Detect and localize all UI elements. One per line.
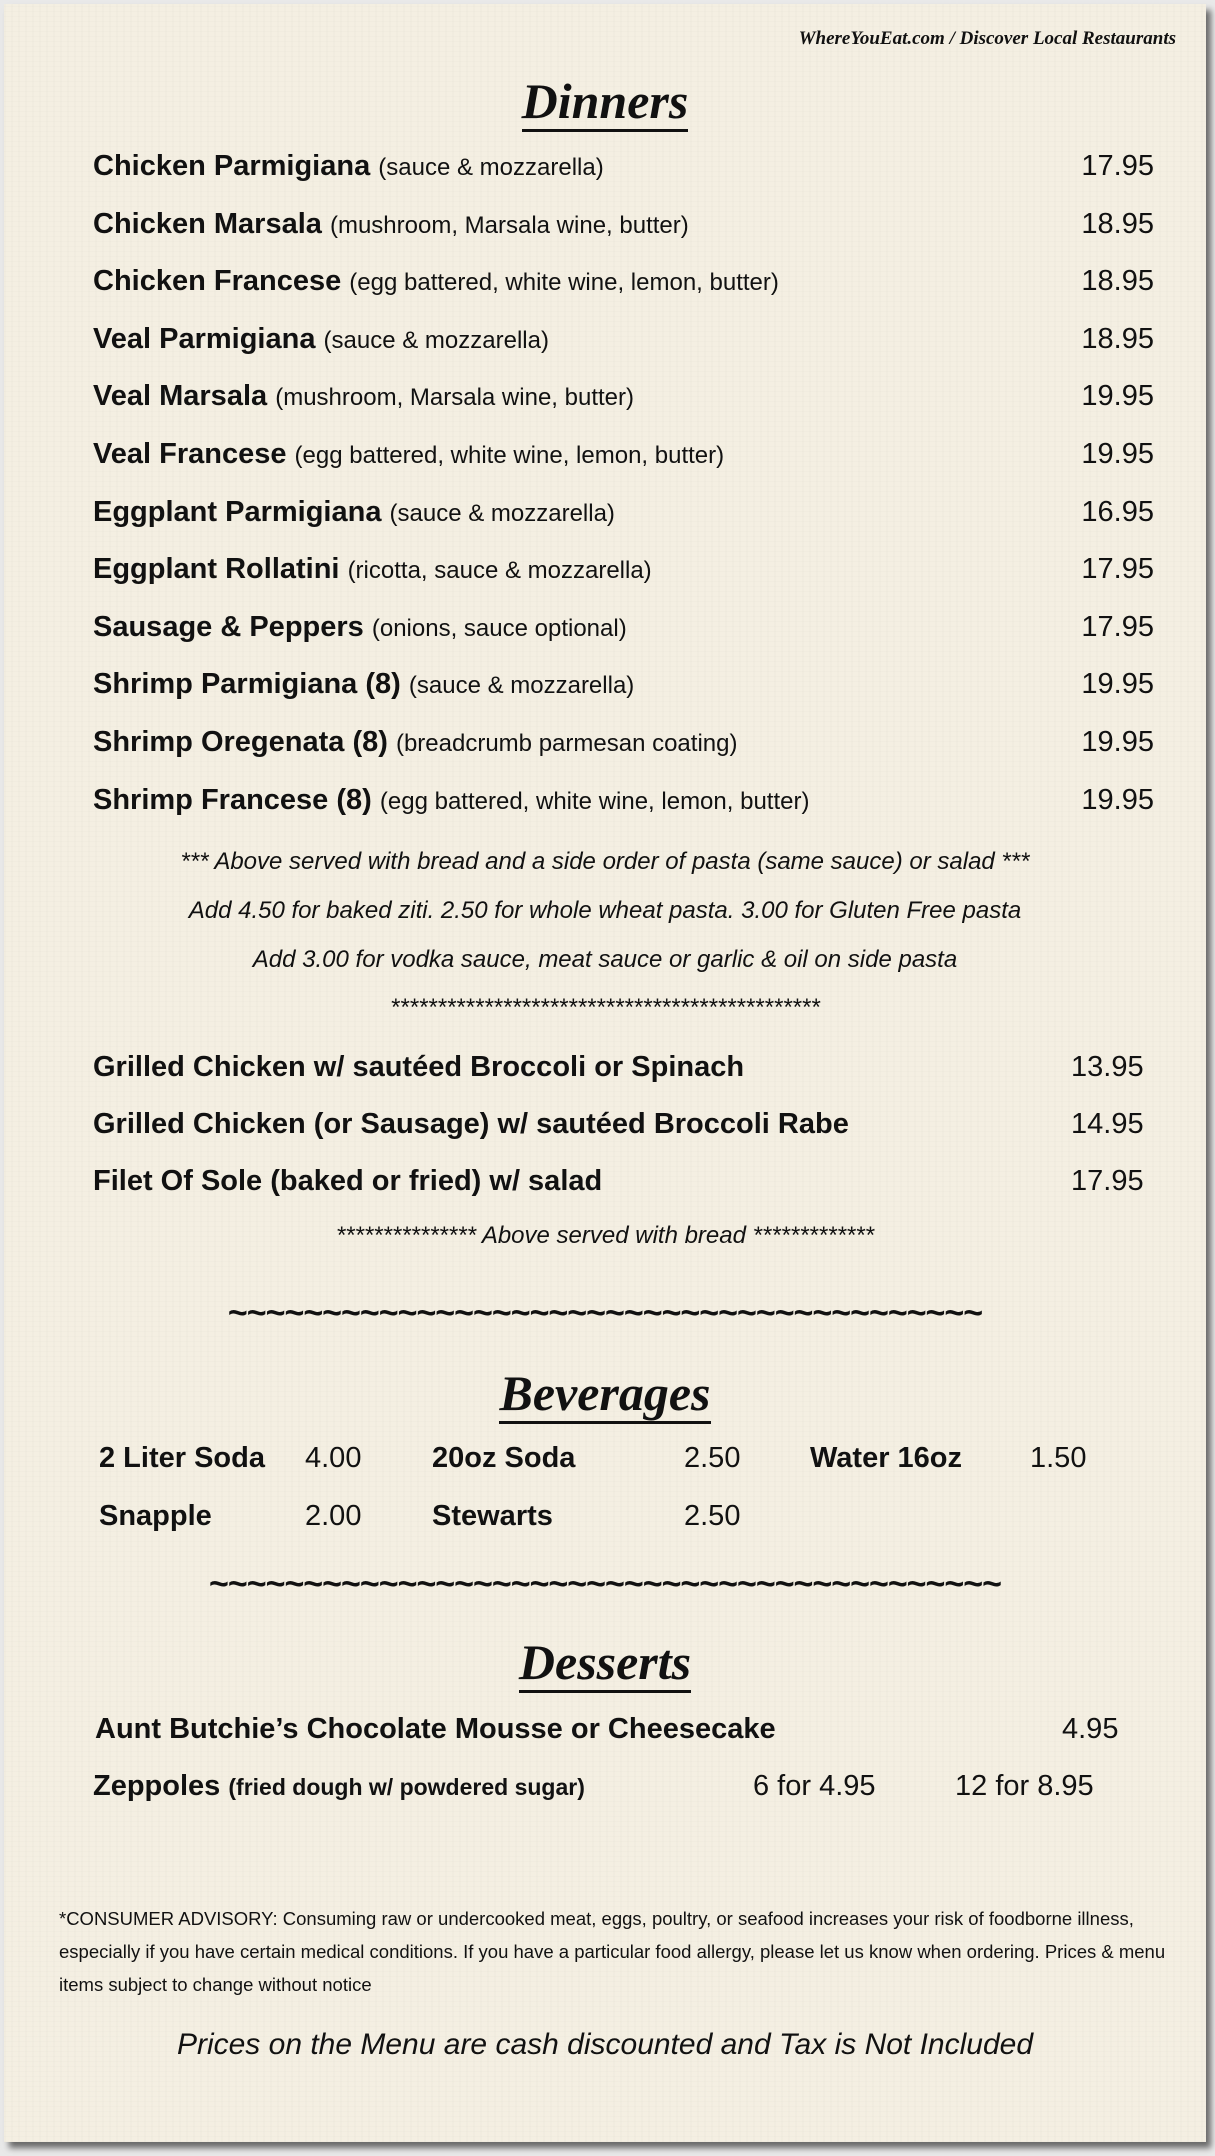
dinners-note-stars: **********************************************	[390, 994, 820, 1021]
bev-name: Snapple	[99, 1500, 212, 1532]
grilled-item-name: Filet Of Sole (baked or fried) w/ salad	[93, 1165, 603, 1197]
dinner-item-desc: (ricotta, sauce & mozzarella)	[347, 557, 652, 585]
dinner-item	[93, 611, 627, 644]
dinner-item	[93, 438, 724, 471]
dinner-item-desc: (breadcrumb parmesan coating)	[395, 730, 738, 757]
dinner-item-price: 18.95	[1081, 207, 1154, 240]
dinner-item-desc: (onions, sauce optional)	[371, 614, 627, 642]
dinner-item	[93, 323, 549, 356]
bev-name: Water 16oz	[810, 1442, 963, 1474]
dinner-item	[93, 553, 652, 586]
bev-name: 20oz Soda	[432, 1442, 576, 1474]
dessert-desc: (fried dough w/ powdered sugar)	[228, 1774, 585, 1800]
divider: ~~~~~~~~~~~~~~~~~~~~~~~~~~~~~~~~~~~~~~~~~~	[209, 1565, 1001, 1603]
dinner-item-name: Chicken Parmigiana	[93, 150, 371, 182]
dinner-item-price: 17.95	[1081, 150, 1154, 182]
dinner-item-name: Veal Parmigiana	[93, 322, 316, 355]
desserts-title	[4, 1633, 1206, 1691]
footer-note: Prices on the Menu are cash discounted and Tax is Not Included	[176, 2028, 1034, 2061]
dinner-item-price: 17.95	[1081, 610, 1154, 643]
grilled-item-price: 14.95	[1071, 1108, 1144, 1140]
dinner-item-price: 18.95	[1081, 265, 1154, 298]
site-header: WhereYouEat.com / Discover Local Restaurants	[798, 28, 1176, 49]
bev-price: 1.50	[1030, 1442, 1087, 1474]
dinner-item-price: 19.95	[1081, 438, 1154, 470]
dinners-note-3: Add 3.00 for vodka sauce, meat sauce or garlic & oil on side pasta	[252, 946, 958, 973]
dinner-item-price: 19.95	[1081, 668, 1154, 701]
dinner-item	[93, 150, 604, 183]
dinners-note-2: Add 4.50 for baked ziti. 2.50 for whole wheat pasta. 3.00 for Gluten Free pasta	[188, 897, 1022, 924]
bev-name: Stewarts	[432, 1500, 553, 1532]
dinner-item-name: Veal Marsala	[93, 380, 268, 413]
dessert-price: 4.95	[1062, 1713, 1119, 1745]
grilled-item-name: Grilled Chicken (or Sausage) w/ sautéed Broccoli Rabe	[93, 1108, 849, 1140]
dinners-title	[4, 72, 1206, 130]
grilled-item-price: 13.95	[1071, 1051, 1144, 1083]
dinner-item-desc: (sauce & mozzarella)	[389, 499, 615, 527]
dinners-note-1: *** Above served with bread and a side order of pasta (same sauce) or salad ***	[180, 848, 1030, 875]
dinner-item-name: Veal Francese	[93, 438, 287, 470]
divider: ~~~~~~~~~~~~~~~~~~~~~~~~~~~~~~~~~~~~~~~~	[227, 1294, 983, 1332]
dinner-item-desc: (mushroom, Marsala wine, butter)	[329, 211, 689, 239]
bev-name: 2 Liter Soda	[99, 1442, 265, 1474]
grilled-item-price: 17.95	[1071, 1165, 1144, 1197]
grilled-item-name: Grilled Chicken w/ sautéed Broccoli or Spinach	[93, 1051, 745, 1083]
dinner-item-desc: (egg battered, white wine, lemon, butter)	[349, 269, 779, 297]
dinner-item-name: Sausage & Peppers	[93, 610, 364, 643]
beverages-title	[4, 1364, 1206, 1422]
bev-price: 2.00	[305, 1500, 362, 1532]
menu-page	[4, 4, 1206, 2142]
dinner-item-desc: (sauce & mozzarella)	[323, 326, 549, 354]
dinner-item-desc: (egg battered, white wine, lemon, butter)	[379, 787, 810, 815]
dinners-title-text: Dinners	[522, 73, 689, 132]
dessert-price: 12 for 8.95	[955, 1770, 1094, 1802]
dinner-item	[93, 380, 634, 413]
dinner-item-name: Shrimp Parmigiana (8)	[93, 668, 401, 701]
dessert-name: Aunt Butchie’s Chocolate Mousse or Cheesecake	[95, 1713, 776, 1745]
dinner-item	[93, 265, 779, 298]
dinner-item-name: Eggplant Rollatini	[93, 553, 340, 586]
dinner-item-price: 18.95	[1081, 322, 1154, 355]
bev-price: 2.50	[684, 1500, 741, 1532]
bev-price: 4.00	[305, 1442, 362, 1474]
dinner-item-price: 19.95	[1081, 783, 1154, 816]
dinner-item-name: Shrimp Francese (8)	[93, 783, 372, 816]
dinner-item-price: 19.95	[1081, 726, 1154, 758]
dinner-item	[93, 726, 737, 759]
beverages-title-text: Beverages	[499, 1365, 710, 1424]
dinner-item-desc: (sauce & mozzarella)	[408, 672, 635, 700]
dinner-item	[93, 668, 634, 701]
dinner-item-name: Shrimp Oregenata (8)	[93, 726, 388, 758]
dinner-item	[93, 784, 809, 817]
dinner-item-price: 16.95	[1081, 495, 1154, 528]
dinner-item-name: Chicken Marsala	[93, 207, 322, 240]
dessert-name: Zeppoles	[93, 1770, 221, 1802]
dinner-item-desc: (sauce & mozzarella)	[378, 154, 604, 181]
desserts-title-text: Desserts	[519, 1634, 691, 1693]
dinner-item-price: 19.95	[1081, 380, 1154, 413]
dinner-item-desc: (mushroom, Marsala wine, butter)	[275, 384, 634, 412]
dinner-item-name: Chicken Francese	[93, 265, 342, 298]
dinner-item-desc: (egg battered, white wine, lemon, butter)	[294, 442, 725, 469]
grilled-note: *************** Above served with bread *************	[335, 1222, 875, 1249]
dinner-item-price: 17.95	[1081, 553, 1154, 586]
consumer-advisory: *CONSUMER ADVISORY: Consuming raw or undercooked meat, eggs, poultry, or seafood increases your risk of foodborne illness, especially if you have certain medical conditions. If you have a particular food allergy, please let us know when ordering. Prices & menu items subject to change without notice	[59, 1908, 1166, 1995]
dinner-item	[93, 208, 689, 241]
dinner-item-name: Eggplant Parmigiana	[93, 495, 382, 528]
dessert-price: 6 for 4.95	[753, 1770, 876, 1802]
dinner-item	[93, 496, 615, 529]
bev-price: 2.50	[684, 1442, 741, 1474]
